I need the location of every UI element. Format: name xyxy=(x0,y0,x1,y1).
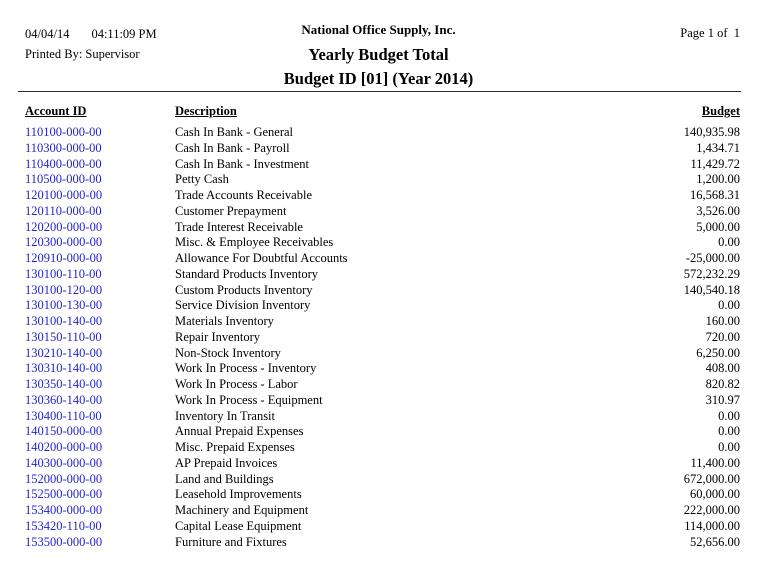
print-date: 04/04/14 xyxy=(25,27,70,41)
row-description: Work In Process - Inventory xyxy=(175,361,317,376)
row-budget: 3,526.00 xyxy=(696,203,740,218)
row-budget: 720.00 xyxy=(705,329,740,344)
print-time: 04:11:09 PM xyxy=(91,27,157,41)
printed-by: Printed By: Supervisor xyxy=(25,47,140,61)
table-row xyxy=(25,440,740,456)
table-row xyxy=(25,393,740,409)
report-header xyxy=(0,22,757,88)
account-id-link[interactable]: 130400-110-00 xyxy=(25,408,102,423)
row-budget: 16,568.31 xyxy=(690,188,740,202)
table-row xyxy=(25,456,740,472)
account-id-link[interactable]: 130100-140-00 xyxy=(25,314,103,328)
account-id-link[interactable]: 130310-140-00 xyxy=(25,361,103,376)
row-description: Allowance For Doubtful Accounts xyxy=(175,251,348,265)
row-budget: 140,540.18 xyxy=(683,282,740,297)
table-row xyxy=(25,519,740,535)
row-description: Work In Process - Equipment xyxy=(175,392,323,407)
row-budget: 114,000.00 xyxy=(684,518,740,533)
table-row xyxy=(25,535,740,551)
column-header-description: Description xyxy=(175,104,237,118)
row-budget: 222,000.00 xyxy=(683,503,740,517)
account-id-link[interactable]: 153500-000-00 xyxy=(25,534,103,549)
account-id-link[interactable]: 152000-000-00 xyxy=(25,471,103,486)
row-budget: 1,200.00 xyxy=(696,172,740,187)
row-description: Petty Cash xyxy=(175,172,229,187)
row-description: Repair Inventory xyxy=(175,329,261,344)
row-description: Annual Prepaid Expenses xyxy=(175,424,304,439)
row-budget: 820.82 xyxy=(705,377,740,391)
column-header-account-id: Account ID xyxy=(25,104,87,118)
account-id-link[interactable]: 153400-000-00 xyxy=(25,503,103,517)
row-description: Misc. & Employee Receivables xyxy=(175,235,334,250)
account-id-link[interactable]: 110300-000-00 xyxy=(25,140,102,155)
row-description: Machinery and Equipment xyxy=(175,503,309,517)
table-row xyxy=(25,204,740,220)
row-description: AP Prepaid Invoices xyxy=(175,455,278,470)
table-row xyxy=(25,267,740,283)
table-row xyxy=(25,409,740,425)
row-description: Service Division Inventory xyxy=(175,298,311,313)
budget-table xyxy=(25,104,740,550)
account-id-link[interactable]: 130350-140-00 xyxy=(25,377,103,391)
table-row xyxy=(25,361,740,377)
account-id-link[interactable]: 110100-000-00 xyxy=(25,125,102,139)
table-row xyxy=(25,283,740,299)
table-row xyxy=(25,314,740,330)
row-description: Inventory In Transit xyxy=(175,408,275,423)
account-id-link[interactable]: 140150-000-00 xyxy=(25,424,103,439)
row-description: Land and Buildings xyxy=(175,471,274,486)
row-description: Misc. Prepaid Expenses xyxy=(175,440,295,454)
page-number: Page 1 of 1 xyxy=(680,26,740,40)
table-row xyxy=(25,346,740,362)
table-row xyxy=(25,472,740,488)
table-row xyxy=(25,235,740,251)
header-divider xyxy=(18,91,741,92)
row-description: Cash In Bank - Investment xyxy=(175,156,310,171)
table-row xyxy=(25,141,740,157)
account-id-link[interactable]: 152500-000-00 xyxy=(25,487,103,502)
report-title: Yearly Budget Total xyxy=(308,45,449,64)
row-description: Cash In Bank - General xyxy=(175,125,294,139)
row-description: Materials Inventory xyxy=(175,314,274,328)
row-budget: 572,232.29 xyxy=(683,266,740,281)
table-row xyxy=(25,188,740,204)
row-budget: 0.00 xyxy=(718,235,740,250)
budget-table-body xyxy=(25,125,740,550)
account-id-link[interactable]: 130100-130-00 xyxy=(25,298,103,313)
account-id-link[interactable]: 130360-140-00 xyxy=(25,392,103,407)
row-budget: 0.00 xyxy=(718,440,740,454)
row-description: Trade Accounts Receivable xyxy=(175,188,312,202)
row-budget: 60,000.00 xyxy=(690,487,740,502)
row-budget: 0.00 xyxy=(718,408,740,423)
row-description: Furniture and Fixtures xyxy=(175,534,287,549)
account-id-link[interactable]: 120910-000-00 xyxy=(25,251,103,265)
row-budget: 140,935.98 xyxy=(683,125,740,139)
row-budget: 672,000.00 xyxy=(683,471,740,486)
table-row xyxy=(25,157,740,173)
row-description: Leasehold Improvements xyxy=(175,487,302,502)
row-budget: 0.00 xyxy=(718,424,740,439)
row-description: Customer Prepayment xyxy=(175,203,287,218)
row-budget: 11,429.72 xyxy=(690,156,740,171)
row-budget: 408.00 xyxy=(705,361,740,376)
row-budget: 1,434.71 xyxy=(696,140,740,155)
account-id-link[interactable]: 120300-000-00 xyxy=(25,235,103,250)
row-description: Standard Products Inventory xyxy=(175,266,319,281)
table-row xyxy=(25,125,740,141)
account-id-link[interactable]: 120100-000-00 xyxy=(25,188,103,202)
table-header-row xyxy=(25,104,740,120)
row-description: Non-Stock Inventory xyxy=(175,345,281,360)
row-budget: 5,000.00 xyxy=(696,219,740,234)
table-row xyxy=(25,377,740,393)
row-description: Capital Lease Equipment xyxy=(175,518,302,533)
row-budget: 6,250.00 xyxy=(696,345,740,360)
report-titles xyxy=(0,22,757,91)
table-row xyxy=(25,220,740,236)
row-budget: 160.00 xyxy=(705,314,740,328)
account-id-link[interactable]: 130100-120-00 xyxy=(25,282,103,297)
row-description: Custom Products Inventory xyxy=(175,282,313,297)
row-budget: 11,400.00 xyxy=(690,455,740,470)
row-budget: 0.00 xyxy=(718,298,740,313)
account-id-link[interactable]: 110400-000-00 xyxy=(25,156,102,171)
row-description: Cash In Bank - Payroll xyxy=(175,140,290,155)
row-budget: 52,656.00 xyxy=(690,534,740,549)
account-id-link[interactable]: 153420-110-00 xyxy=(25,518,102,533)
table-row xyxy=(25,330,740,346)
column-header-budget: Budget xyxy=(701,104,740,118)
account-id-link[interactable]: 120200-000-00 xyxy=(25,219,103,234)
table-row xyxy=(25,503,740,519)
account-id-link[interactable]: 130210-140-00 xyxy=(25,345,103,360)
table-row xyxy=(25,172,740,188)
row-budget: -25,000.00 xyxy=(685,251,740,265)
company-name: National Office Supply, Inc. xyxy=(301,22,456,37)
account-id-link[interactable]: 130150-110-00 xyxy=(25,329,102,344)
table-row xyxy=(25,424,740,440)
row-budget: 310.97 xyxy=(705,392,740,407)
account-id-link[interactable]: 140200-000-00 xyxy=(25,440,103,454)
account-id-link[interactable]: 120110-000-00 xyxy=(25,203,102,218)
row-description: Trade Interest Receivable xyxy=(175,219,303,234)
table-row xyxy=(25,487,740,503)
table-row xyxy=(25,298,740,314)
row-description: Work In Process - Labor xyxy=(175,377,298,391)
report-subtitle: Budget ID [01] (Year 2014) xyxy=(283,69,474,88)
account-id-link[interactable]: 140300-000-00 xyxy=(25,455,103,470)
account-id-link[interactable]: 130100-110-00 xyxy=(25,266,102,281)
table-row xyxy=(25,251,740,267)
account-id-link[interactable]: 110500-000-00 xyxy=(25,172,102,187)
